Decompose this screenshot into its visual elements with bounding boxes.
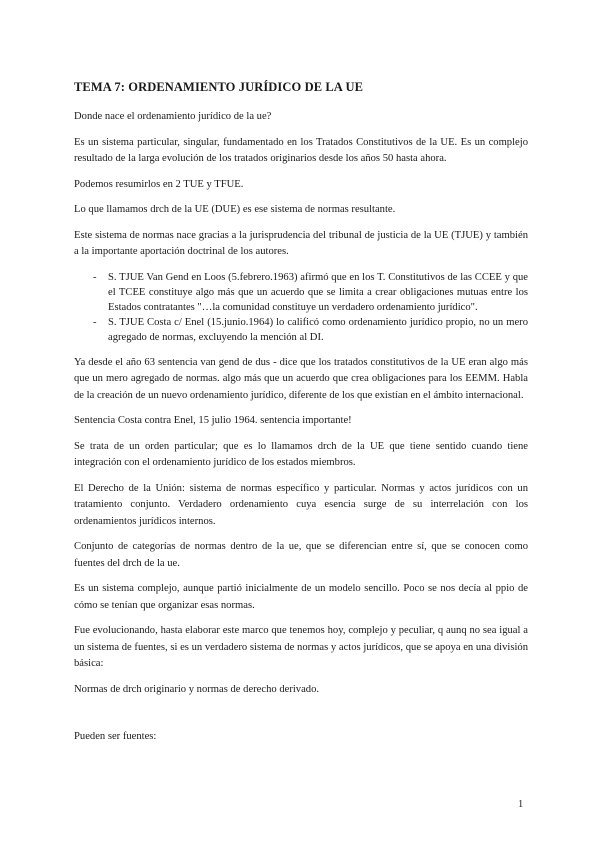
paragraph-costa-enel: Sentencia Costa contra Enel, 15 julio 1964. sentencia importante! — [74, 415, 352, 426]
paragraph-question: Donde nace el ordenamiento jurídico de la ue? — [74, 111, 272, 122]
paragraph-due: Lo que llamamos drch de la UE (DUE) es ese sistema de normas resultante. — [74, 204, 396, 215]
paragraph-year-63: Ya desde el año 63 sentencia van gend de dus - dice que los tratados constitutivos de la UE eran algo más que un mero agregado de normas. algo más que un acuerdo que crea obligaciones para los EEMM. Habla de la creación de un nuevo ordenamiento jurídico, diferente de los que existían en el ámbito internacional. — [74, 356, 528, 401]
page-number: 1 — [518, 799, 524, 810]
case-law-list — [74, 270, 528, 345]
list-item-van-gend: - S. TJUE Van Gend en Loos (5.febrero.1963) afirmó que en los T. Constitutivos de las CCEE y que el TCEE constituye algo más que un acuerdo que se limita a crear obligaciones mutuas entre los Estados contratantes "…la comunidad constituye un verdadero ordenamiento jurídico". — [93, 270, 528, 315]
paragraph-particular-order: Se trata de un orden particular; que es lo llamamos drch de la UE que tiene sentido cuando tiene integración con el ordenamiento jurídico de los estados miembros. — [74, 440, 528, 468]
paragraph-summary: Podemos resumirlos en 2 TUE y TFUE. — [74, 178, 244, 190]
document-title: TEMA 7: ORDENAMIENTO JURÍDICO DE LA UE — [74, 80, 364, 94]
paragraph-sources: Pueden ser fuentes: — [74, 731, 157, 742]
spacer — [74, 707, 528, 729]
paragraph-categories: Conjunto de categorías de normas dentro de la ue, que se diferencian entre sí, que se conocen como fuentes del drch de la ue. — [74, 541, 528, 569]
paragraph-complex-system: Es un sistema complejo, aunque partió inicialmente de un modelo sencillo. Poco se nos decía al ppio de cómo se tenían que organizar esas normas. — [74, 583, 528, 611]
paragraph-evolution: Fue evolucionando, hasta elaborar este marco que tenemos hoy, complejo y peculiar, q aunq no sea igual a un sistema de fuentes, si es un verdadero sistema de normas y actos jurídicos, que se apoya en una división básica: — [74, 625, 528, 669]
paragraph-union-law: El Derecho de la Unión: sistema de normas específico y particular. Normas y actos jurídicos con un tratamiento conjunto. Verdadero ordenamiento cuya esencia surge de su interrelación con los ordenamientos jurídicos internos. — [74, 482, 528, 527]
document-body — [74, 80, 528, 755]
paragraph-origin: Este sistema de normas nace gracias a la jurisprudencia del tribunal de justicia de la UE (TJUE) y también a la importante aportación doctrinal de los autores. — [74, 229, 528, 257]
paragraph-norm-types: Normas de drch originario y normas de derecho derivado. — [74, 683, 320, 695]
list-item-costa-enel: - S. TJUE Costa c/ Enel (15.junio.1964) lo calificó como ordenamiento jurídico propio, no un mero agregado de normas, excluyendo la mención al DI. — [93, 315, 528, 345]
paragraph-definition: Es un sistema particular, singular, fundamentado en los Tratados Constitutivos de la UE. Es un complejo resultado de la larga evolución de los tratados originarios desde los años 50 hasta ahora. — [74, 136, 528, 164]
